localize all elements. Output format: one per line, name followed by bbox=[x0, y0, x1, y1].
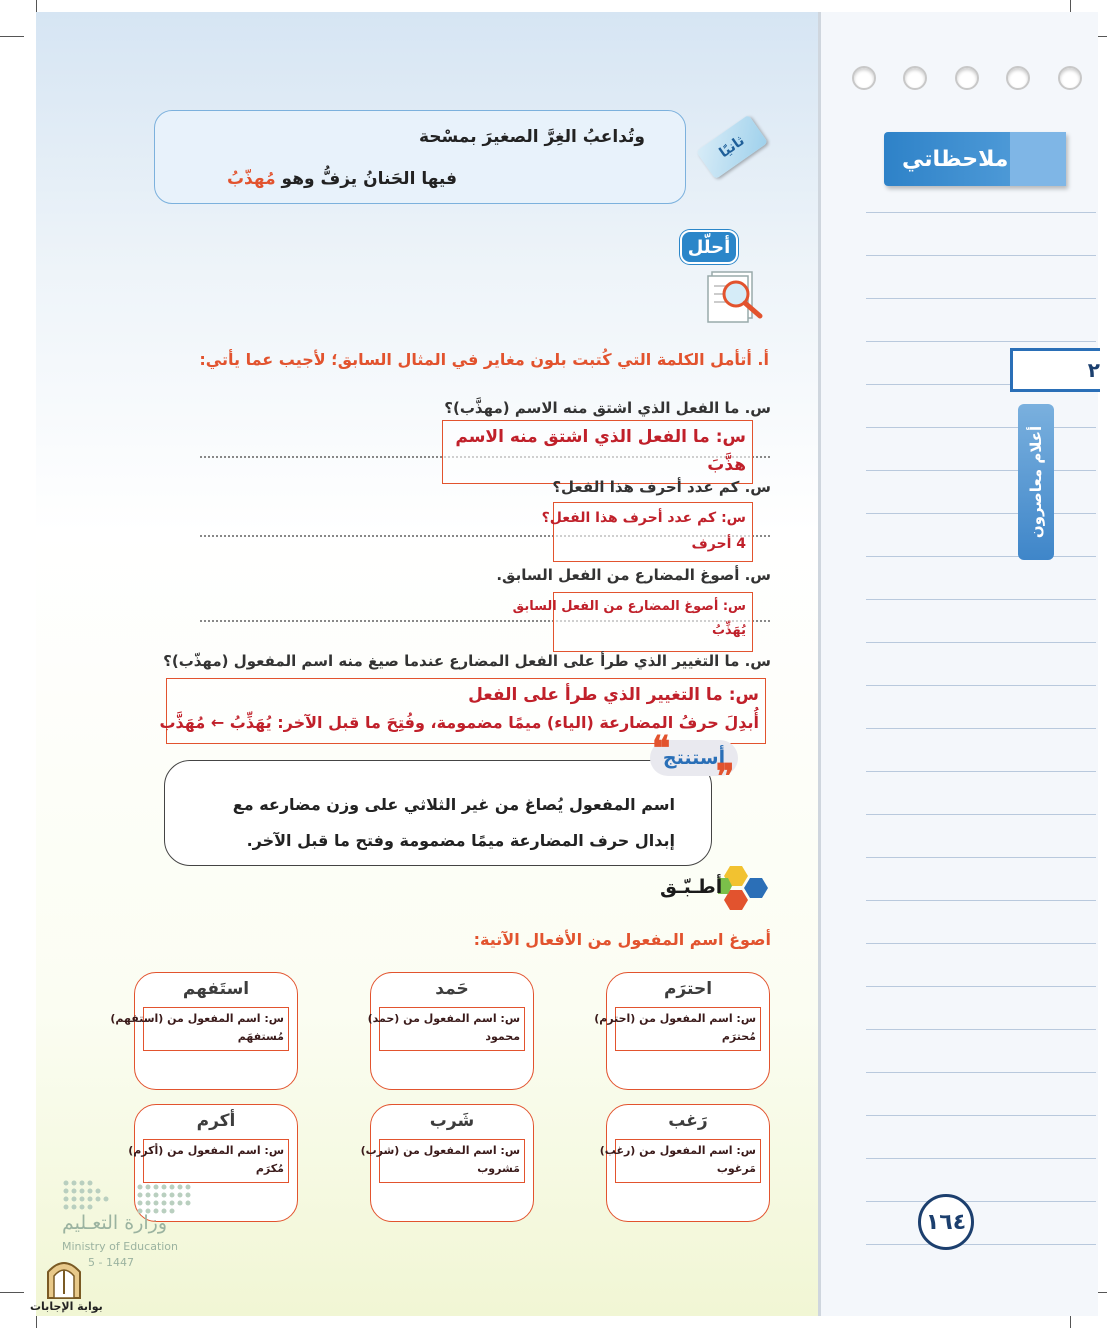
note-rule-line bbox=[866, 771, 1096, 772]
apply-heading: أطـبّـق bbox=[660, 876, 723, 898]
open-quote-icon: ❝ bbox=[652, 729, 671, 769]
verb-answer-box bbox=[599, 1139, 761, 1183]
note-rule-line bbox=[866, 685, 1096, 686]
ministry-name-en: Ministry of Education bbox=[62, 1240, 179, 1253]
hexagons-icon bbox=[716, 864, 768, 914]
verb-answer-question: س: اسم المفعول من (شرب) bbox=[360, 1144, 520, 1157]
verb-card-3 bbox=[110, 972, 298, 1090]
verb-answer: مَرغوب bbox=[716, 1162, 756, 1175]
verb-card-5 bbox=[360, 1104, 534, 1222]
poem-box bbox=[154, 110, 686, 204]
answer-box-1 bbox=[442, 420, 753, 484]
note-rule-line bbox=[866, 1244, 1096, 1245]
unit-name: أعلام معاصرون bbox=[1027, 425, 1045, 539]
conclusion-line-2: إبدال حرف المضارعة ميمًا مضمومة وفتح ما قبل الآخر. bbox=[246, 831, 675, 850]
portal-logo-icon bbox=[44, 1254, 84, 1300]
ministry-year: 5 - 1447 bbox=[88, 1256, 134, 1269]
verb-answer: محمود bbox=[485, 1030, 520, 1043]
unit-number: ٢ bbox=[1087, 358, 1100, 382]
answer-3-text: يُهَذِّبُ bbox=[711, 623, 746, 638]
poem-highlight-word: مُهذّبُ bbox=[226, 169, 276, 189]
verb-label: احترَم bbox=[663, 979, 713, 999]
note-rule-line bbox=[866, 599, 1096, 600]
note-rule-line bbox=[866, 427, 1096, 428]
conclusion-line-1: اسم المفعول يُصاغ من غير الثلاثي على وزن مضارعه مع bbox=[232, 795, 675, 814]
answer-3-question: س: أصوغ المضارع من الفعل السابق bbox=[512, 599, 746, 614]
close-quote-icon: ❞ bbox=[716, 757, 735, 797]
unit-name-tab bbox=[1018, 404, 1054, 560]
note-rule-line bbox=[866, 212, 1096, 213]
conclude-heading: أستنتج bbox=[650, 740, 738, 776]
question-3: س. أصوغ المضارع من الفعل السابق. bbox=[496, 566, 771, 584]
page-number: ١٦٤ bbox=[918, 1194, 974, 1250]
tab-shade bbox=[1010, 132, 1066, 186]
conclusion-box bbox=[164, 760, 712, 866]
binder-hole bbox=[1006, 66, 1030, 90]
note-rule-line bbox=[866, 642, 1096, 643]
notes-title: ملاحظاتي bbox=[902, 146, 1009, 172]
magnifier-icon bbox=[704, 266, 770, 324]
answer-box-3 bbox=[512, 592, 753, 652]
verb-answer-box bbox=[110, 1007, 289, 1051]
ministry-name-ar: وزارة التعـليم bbox=[62, 1212, 168, 1234]
question-1: س. ما الفعل الذي اشتق منه الاسم (مهذَّب)؟ bbox=[444, 399, 771, 417]
question-2: س. كم عدد أحرف هذا الفعل؟ bbox=[552, 478, 771, 496]
verb-answer: مُستفهَم bbox=[237, 1030, 284, 1043]
verb-answer-question: س: اسم المفعول من (استفهم) bbox=[110, 1012, 284, 1025]
note-rule-line bbox=[866, 728, 1096, 729]
verb-answer-box bbox=[367, 1007, 525, 1051]
binder-hole bbox=[955, 66, 979, 90]
verb-card-2 bbox=[367, 972, 534, 1090]
note-rule-line bbox=[866, 900, 1096, 901]
verb-card-1 bbox=[594, 972, 770, 1090]
verb-label: حَمد bbox=[435, 979, 469, 999]
verb-answer-question: س: اسم المفعول من (حمد) bbox=[367, 1012, 520, 1025]
verb-card-4 bbox=[599, 1104, 770, 1222]
verb-label: أكرم bbox=[196, 1111, 236, 1131]
verb-answer-question: س: اسم المفعول من (رغب) bbox=[599, 1144, 756, 1157]
verb-answer: مُحترَم bbox=[721, 1030, 756, 1043]
answer-4-question: س: ما التغيير الذي طرأ على الفعل bbox=[468, 685, 759, 705]
note-rule-line bbox=[866, 1201, 1096, 1202]
note-rule-line bbox=[866, 255, 1096, 256]
portal-name: بوابة الإجابات bbox=[30, 1300, 103, 1313]
note-rule-line bbox=[866, 1072, 1096, 1073]
section-a-instruction: أ. أتأمل الكلمة التي كُتبت بلون مغاير في المثال السابق؛ لأجيب عما يأتي: bbox=[199, 350, 769, 369]
note-rule-line bbox=[866, 1029, 1096, 1030]
answer-2-text: 4 أحرف bbox=[691, 536, 746, 552]
note-rule-line bbox=[866, 1115, 1096, 1116]
verb-label: استَفهم bbox=[182, 979, 250, 999]
binder-hole bbox=[1058, 66, 1082, 90]
analyze-heading: أحلّل bbox=[680, 230, 738, 264]
verb-answer-question: س: اسم المفعول من (احترم) bbox=[594, 1012, 756, 1025]
note-rule-line bbox=[866, 470, 1096, 471]
crop-mark bbox=[0, 1292, 24, 1293]
binder-hole bbox=[903, 66, 927, 90]
note-rule-line bbox=[866, 556, 1096, 557]
verb-answer: مَشروب bbox=[477, 1162, 520, 1175]
verb-label: رَغب bbox=[668, 1111, 708, 1131]
question-4: س. ما التغيير الذي طرأ على الفعل المضارع عندما صيغ منه اسم المفعول (مهذّب)؟ bbox=[163, 652, 771, 670]
note-rule-line bbox=[866, 814, 1096, 815]
verb-label: شَرب bbox=[429, 1111, 475, 1131]
note-rule-line bbox=[866, 341, 1096, 342]
note-rule-line bbox=[866, 513, 1096, 514]
binder-hole bbox=[852, 66, 876, 90]
apply-instruction: أصوغ اسم المفعول من الأفعال الآتية: bbox=[473, 930, 771, 949]
unit-number-box bbox=[1010, 348, 1100, 392]
answer-4-text: أُبدِلَ حرفُ المضارعة (الياء) ميمًا مضمومة، وفُتِحَ ما قبل الآخر: يُهَذِّبُ ← مُهَذَّب bbox=[159, 713, 759, 732]
note-rule-line bbox=[866, 857, 1096, 858]
crop-mark bbox=[0, 36, 24, 37]
poem-line-1: وتُداعبُ الغِرَّ الصغيرَ بمسْحة bbox=[418, 127, 645, 147]
verb-answer-box bbox=[594, 1007, 761, 1051]
note-rule-line bbox=[866, 986, 1096, 987]
note-rule-line bbox=[866, 298, 1096, 299]
verb-answer-box bbox=[360, 1139, 525, 1183]
answer-2-question: س: كم عدد أحرف هذا الفعل؟ bbox=[541, 510, 746, 526]
poem-line-2 bbox=[227, 169, 457, 189]
answer-1-question: س: ما الفعل الذي اشتق منه الاسم bbox=[455, 427, 746, 447]
poem-line-2-text: فيها الحَنانُ يزفُّ وهو bbox=[281, 169, 457, 189]
note-rule-line bbox=[866, 943, 1096, 944]
verb-answer-question: س: اسم المفعول من (أكرم) bbox=[128, 1144, 284, 1157]
answer-box-4 bbox=[159, 678, 766, 744]
note-rule-line bbox=[866, 1158, 1096, 1159]
notes-panel bbox=[818, 12, 1098, 1316]
answer-box-2 bbox=[541, 502, 753, 562]
answer-1-text: هذَّبَ bbox=[707, 455, 746, 475]
verb-answer: مُكرَم bbox=[255, 1162, 284, 1175]
notes-title-tab bbox=[884, 132, 1066, 186]
section-badge: ثانيًا bbox=[696, 115, 768, 180]
